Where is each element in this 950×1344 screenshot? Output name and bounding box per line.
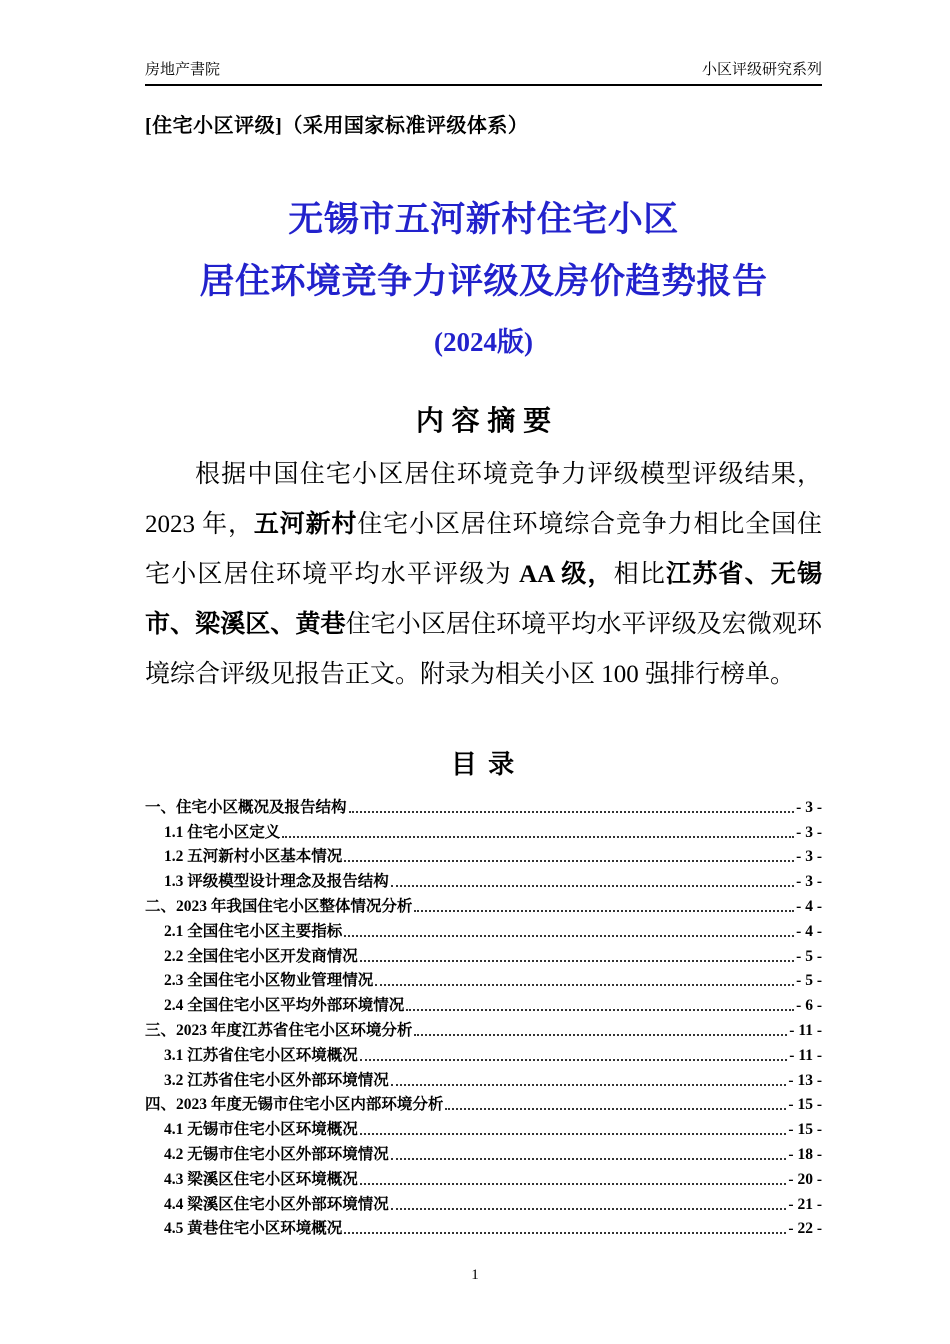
toc-entry-label: 三、2023 年度江苏省住宅小区环境分析 (145, 1021, 413, 1039)
summary-bold-text: AA 级， (519, 561, 614, 588)
toc-entry-label: 4.5 黄巷住宅小区环境概况 (164, 1220, 343, 1238)
summary-text: 根据中国住宅小区居住环境竞争力评级模型评级结果，2023 年， (145, 461, 822, 538)
toc-leader-dots (414, 910, 794, 912)
toc-entry-label: 4.1 无锡市住宅小区环境概况 (164, 1121, 358, 1139)
toc-entry-page: - 18 - (788, 1145, 822, 1163)
toc-entry-page: - 11 - (789, 1021, 822, 1039)
summary-text: 相比 (613, 561, 667, 588)
toc-entry-label: 1.3 评级模型设计理念及报告结构 (164, 873, 389, 891)
toc-entry-label: 一、住宅小区概况及报告结构 (145, 798, 347, 816)
toc-leader-dots (349, 811, 795, 813)
toc-leader-dots (391, 1084, 787, 1086)
page-number: 1 (471, 1267, 479, 1283)
toc-entry-page: - 22 - (788, 1220, 822, 1238)
toc-entry-label: 四、2023 年度无锡市住宅小区内部环境分析 (145, 1096, 444, 1114)
toc-entry[interactable] (145, 1114, 822, 1139)
toc-entry-label: 1.1 住宅小区定义 (164, 823, 281, 841)
page-footer (0, 1267, 950, 1284)
toc-entry[interactable] (145, 891, 822, 916)
toc-entry[interactable] (145, 842, 822, 867)
summary-paragraph (145, 450, 822, 700)
toc-heading: 目 录 (450, 749, 517, 779)
toc-entry-label: 2.3 全国住宅小区物业管理情况 (164, 972, 374, 990)
toc-entry-page: - 11 - (789, 1046, 822, 1064)
title-line1: 无锡市五河新村住宅小区 (288, 200, 679, 239)
header-right-text: 小区评级研究系列 (701, 61, 822, 78)
toc-entry-page: - 15 - (788, 1121, 822, 1139)
toc-entry[interactable] (145, 1090, 822, 1115)
toc-entry-label: 2.1 全国住宅小区主要指标 (164, 922, 343, 940)
title-edition: (2024版) (434, 327, 533, 357)
toc-entry[interactable] (145, 1214, 822, 1239)
page-header (145, 0, 822, 86)
toc-entry[interactable] (145, 1040, 822, 1065)
toc-entry-label: 4.3 梁溪区住宅小区环境概况 (164, 1170, 358, 1188)
toc-entry-page: - 3 - (796, 823, 822, 841)
toc-entry[interactable] (145, 990, 822, 1015)
toc-entry[interactable] (145, 941, 822, 966)
toc-entry-label: 4.4 梁溪区住宅小区外部环境情况 (164, 1195, 389, 1213)
toc-entry[interactable] (145, 1164, 822, 1189)
toc-leader-dots (344, 935, 794, 937)
toc-leader-dots (445, 1108, 786, 1110)
toc-leader-dots (360, 1133, 787, 1135)
toc-leader-dots (406, 1009, 794, 1011)
toc-leader-dots (360, 1059, 788, 1061)
summary-bold-text: 江苏省、无锡市、梁溪区、黄巷 (145, 561, 822, 638)
toc-entry[interactable] (145, 817, 822, 842)
toc-leader-dots (360, 1183, 787, 1185)
toc-entry-page: - 3 - (796, 848, 822, 866)
toc-entry[interactable] (145, 1139, 822, 1164)
toc-entry[interactable] (145, 1015, 822, 1040)
summary-heading: 内 容 摘 要 (415, 405, 552, 436)
toc-leader-dots (391, 1158, 787, 1160)
toc-entry-page: - 3 - (796, 798, 822, 816)
toc-entry-label: 4.2 无锡市住宅小区外部环境情况 (164, 1145, 389, 1163)
toc-leader-dots (360, 960, 794, 962)
toc-leader-dots (391, 1208, 787, 1210)
toc-entry[interactable] (145, 916, 822, 941)
toc-entry-label: 3.1 江苏省住宅小区环境概况 (164, 1046, 358, 1064)
toc-entry[interactable] (145, 866, 822, 891)
summary-text: 住宅小区居住环境平均水平评级及宏微观环境综合评级见报告正文。附录为相关小区 100 强排行榜单。 (145, 611, 822, 688)
toc-entry-page: - 6 - (796, 997, 822, 1015)
title-block (145, 196, 822, 361)
toc-leader-dots (414, 1034, 787, 1036)
toc-entry[interactable] (145, 1189, 822, 1214)
toc-entry-label: 1.2 五河新村小区基本情况 (164, 848, 343, 866)
header-left-text: 房地产書院 (145, 61, 221, 78)
toc-entry-page: - 3 - (796, 873, 822, 891)
toc-entry-label: 2.2 全国住宅小区开发商情况 (164, 947, 358, 965)
toc-entry-page: - 5 - (796, 947, 822, 965)
toc-entry[interactable] (145, 966, 822, 991)
toc-entry-page: - 21 - (788, 1195, 822, 1213)
title-line2: 居住环境竞争力评级及房价趋势报告 (199, 262, 768, 301)
toc-entry-label: 二、2023 年我国住宅小区整体情况分析 (145, 897, 413, 915)
toc-entry-label: 2.4 全国住宅小区平均外部环境情况 (164, 997, 405, 1015)
toc-entry[interactable] (145, 1065, 822, 1090)
toc-leader-dots (344, 860, 794, 862)
toc-entry-page: - 20 - (788, 1170, 822, 1188)
toc-leader-dots (344, 1232, 786, 1234)
toc-entry-page: - 15 - (788, 1096, 822, 1114)
toc-entry-page: - 4 - (796, 922, 822, 940)
summary-text: 住宅小区居住环境综合竞争力相比全国住宅小区居住环境平均水平评级为 (145, 511, 822, 588)
toc-entry-page: - 13 - (788, 1071, 822, 1089)
series-tag: [住宅小区评级]（采用国家标准评级体系） (145, 115, 529, 137)
toc-entry-page: - 5 - (796, 972, 822, 990)
toc-entry-label: 3.2 江苏省住宅小区外部环境情况 (164, 1071, 389, 1089)
toc-leader-dots (375, 984, 794, 986)
toc-entry[interactable] (145, 792, 822, 817)
toc-leader-dots (282, 836, 794, 838)
toc-entry-page: - 4 - (796, 897, 822, 915)
summary-bold-text: 五河新村 (253, 511, 358, 538)
toc-leader-dots (391, 885, 794, 887)
table-of-contents (145, 792, 822, 1238)
